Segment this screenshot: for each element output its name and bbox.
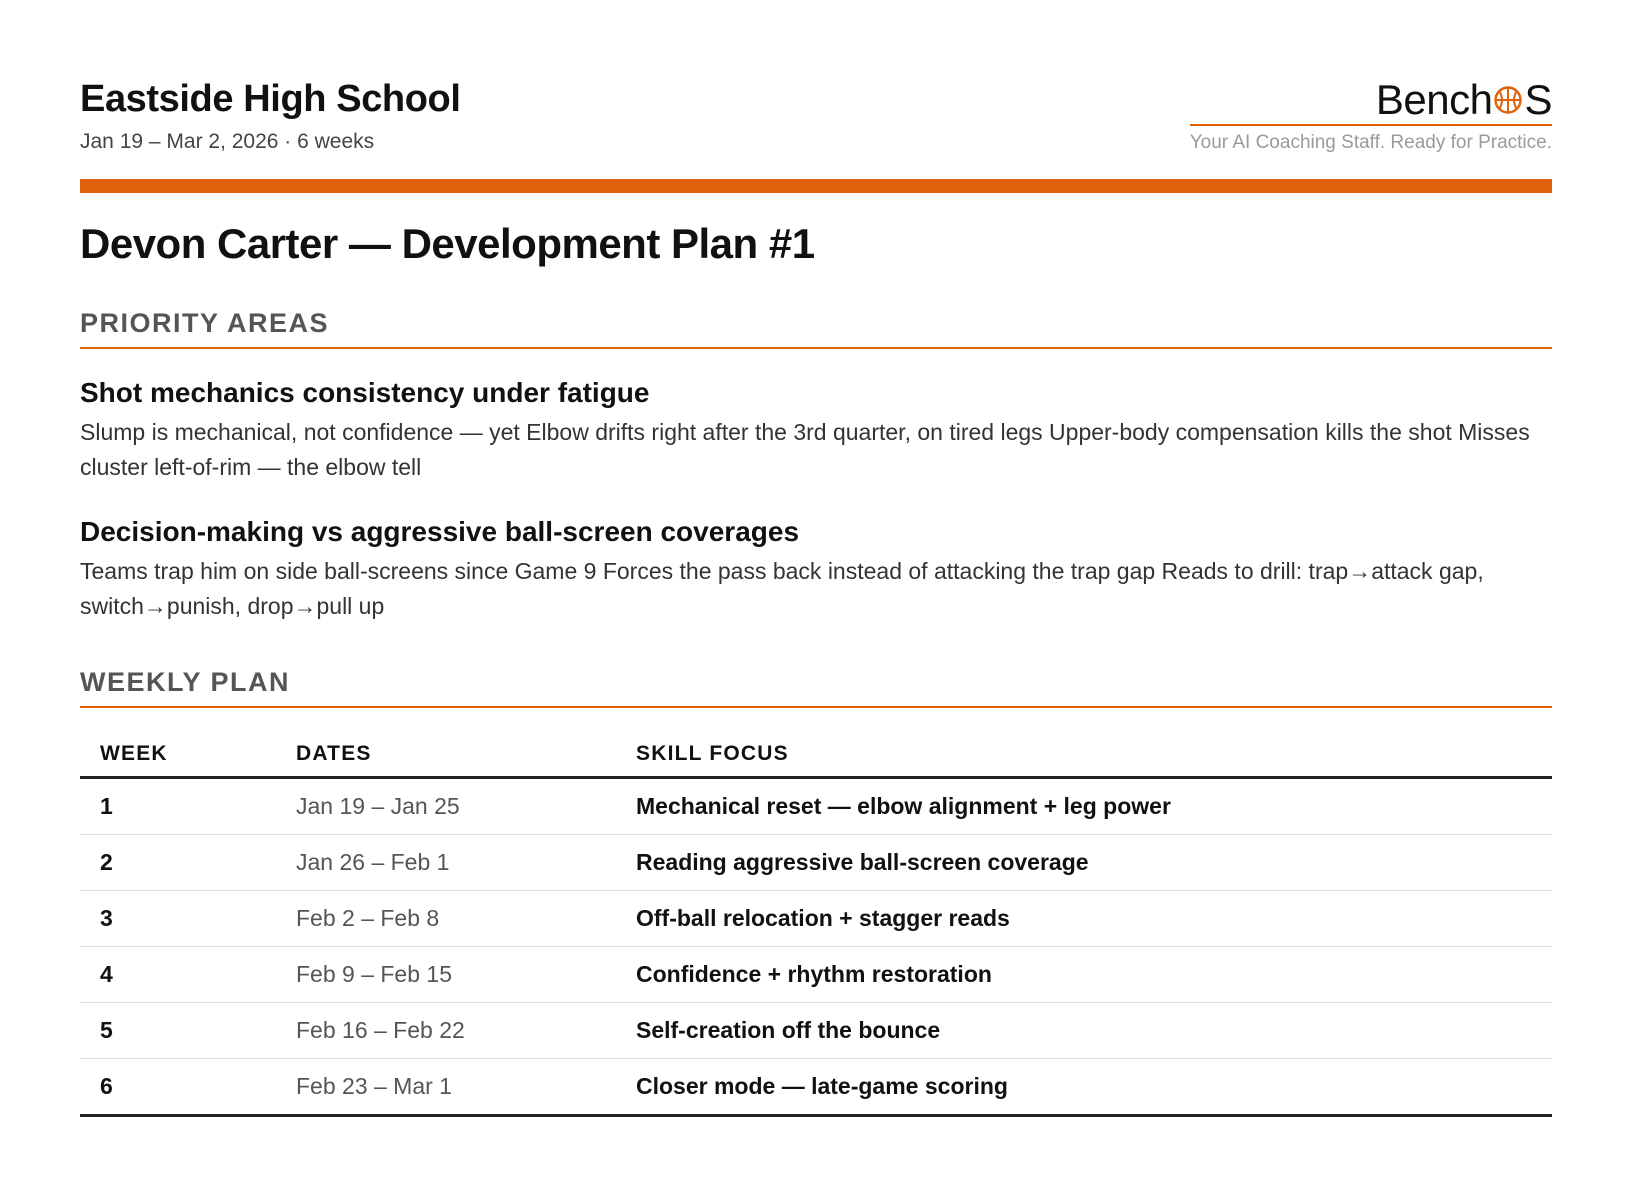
table-row: [80, 835, 1552, 891]
logo-text-suffix: S: [1524, 76, 1552, 123]
priority-item-description: Slump is mechanical, not confidence — yet Elbow drifts right after the 3rd quarter, on tired legs Upper-body compensation kills the shot Misses cluster left-of-rim — the elbow tell: [80, 419, 1530, 480]
week-number: 6: [80, 1059, 296, 1116]
week-dates: Jan 26 – Feb 1: [296, 835, 636, 891]
table-header-row: [80, 726, 1552, 778]
week-skill-focus: Closer mode — late-game scoring: [636, 1059, 1552, 1116]
week-dates: Feb 9 – Feb 15: [296, 947, 636, 1003]
priority-areas-heading: PRIORITY AREAS: [80, 308, 1552, 349]
table-row: [80, 778, 1552, 835]
column-header-dates: DATES: [296, 726, 636, 778]
week-dates: Feb 23 – Mar 1: [296, 1059, 636, 1116]
brand-logo: [1190, 76, 1552, 126]
priority-item-title: Shot mechanics consistency under fatigue: [80, 377, 650, 408]
logo-text-prefix: Bench: [1375, 76, 1493, 123]
priority-item-description: Teams trap him on side ball-screens since Game 9 Forces the pass back instead of attacking the trap gap Reads to drill: trap→attack gap, switch→punish, drop→pull up: [80, 558, 1484, 619]
column-header-week: WEEK: [80, 726, 296, 778]
plan-date-range: Jan 19 – Mar 2, 2026 · 6 weeks: [80, 130, 375, 153]
week-dates: Feb 2 – Feb 8: [296, 891, 636, 947]
week-number: 4: [80, 947, 296, 1003]
week-number: 3: [80, 891, 296, 947]
table-row: [80, 1003, 1552, 1059]
header-divider-bar: [80, 179, 1552, 193]
week-number: 5: [80, 1003, 296, 1059]
column-header-skill-focus: SKILL FOCUS: [636, 726, 1552, 778]
week-number: 1: [80, 778, 296, 835]
week-skill-focus: Off-ball relocation + stagger reads: [636, 891, 1552, 947]
week-dates: Jan 19 – Jan 25: [296, 778, 636, 835]
table-row: [80, 891, 1552, 947]
table-row: [80, 947, 1552, 1003]
week-skill-focus: Mechanical reset — elbow alignment + leg power: [636, 778, 1552, 835]
week-dates: Feb 16 – Feb 22: [296, 1003, 636, 1059]
week-skill-focus: Reading aggressive ball-screen coverage: [636, 835, 1552, 891]
school-name: Eastside High School: [80, 78, 461, 120]
weekly-plan-heading: WEEKLY PLAN: [80, 667, 1552, 708]
priority-item-title: Decision-making vs aggressive ball-screen coverages: [80, 516, 800, 547]
priority-item: [80, 516, 1552, 624]
page-title: Devon Carter — Development Plan #1: [80, 220, 815, 267]
week-skill-focus: Self-creation off the bounce: [636, 1003, 1552, 1059]
brand-tagline: Your AI Coaching Staff. Ready for Practice.: [1189, 132, 1552, 153]
week-number: 2: [80, 835, 296, 891]
week-skill-focus: Confidence + rhythm restoration: [636, 947, 1552, 1003]
priority-item: [80, 377, 1552, 485]
weekly-plan-table: [80, 726, 1552, 1117]
brand-block: [1190, 76, 1552, 154]
document-header: [80, 0, 1552, 180]
table-row: [80, 1059, 1552, 1116]
basketball-icon: [1493, 85, 1523, 115]
